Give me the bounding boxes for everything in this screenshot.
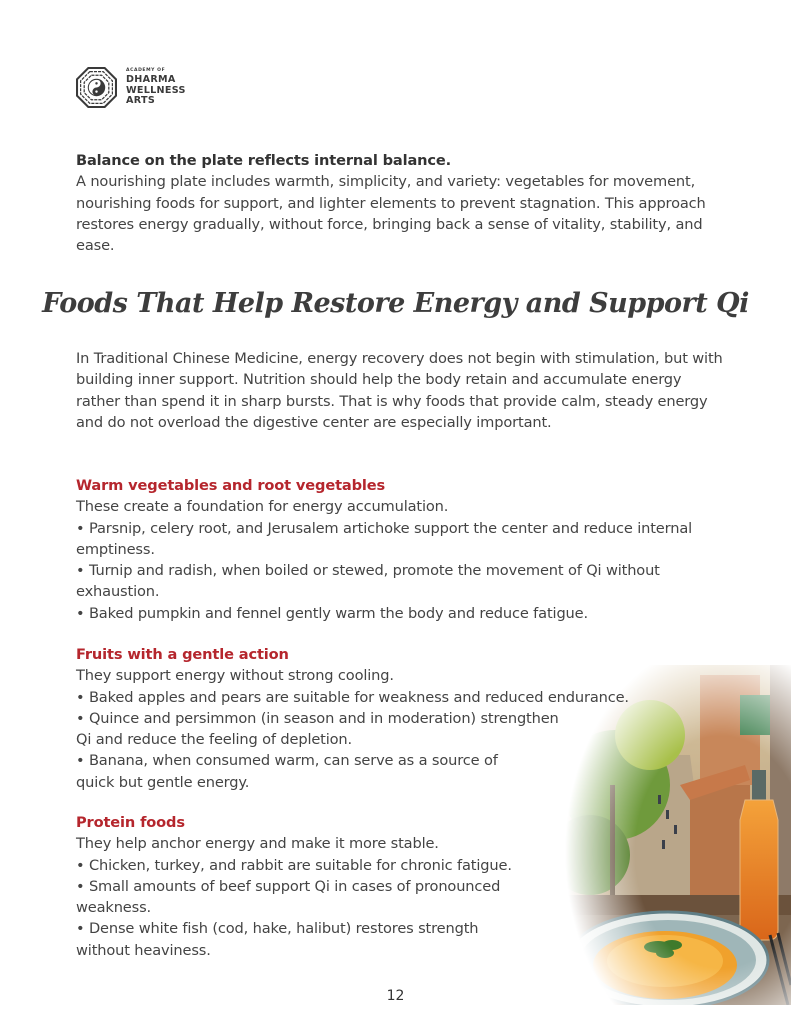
list-item: • Small amounts of beef support Qi in cases of pronounced: [76, 877, 501, 895]
logo-wordmark: [126, 69, 186, 107]
list-item: • Dense white fish (cod, hake, halibut) restores strength: [76, 920, 479, 938]
page-title: Foods That Help Restore Energy and Support Qi: [42, 288, 749, 319]
logo-line-1: DHARMA: [126, 74, 176, 85]
list-item: • Quince and persimmon (in season and in moderation) strengthen: [76, 709, 559, 727]
intro-block: [76, 150, 726, 256]
bagua-yin-yang-icon: [76, 67, 117, 108]
logo-line-3: ARTS: [126, 95, 156, 106]
list-item: • Baked pumpkin and fennel gently warm the body and reduce fatigue.: [76, 604, 588, 622]
page-number: 12: [386, 988, 405, 1004]
list-item: without heaviness.: [76, 941, 211, 959]
section-fruits: [76, 644, 696, 793]
list-item: • Parsnip, celery root, and Jerusalem artichoke support the center and reduce internal emptiness.: [76, 519, 693, 558]
list-item: Qi and reduce the feeling of depletion.: [76, 731, 353, 749]
section-intro: They help anchor energy and make it more stable.: [76, 835, 439, 853]
list-item: • Turnip and radish, when boiled or stewed, promote the movement of Qi without exhaustion.: [76, 562, 660, 601]
logo-small-text: ACADEMY OF: [126, 67, 166, 73]
academy-logo: [76, 67, 186, 108]
list-item: • Banana, when consumed warm, can serve as a source of: [76, 752, 498, 770]
list-item: • Baked apples and pears are suitable for weakness and reduced endurance.: [76, 688, 629, 706]
lead-paragraph: [76, 348, 726, 433]
section-heading: Protein foods: [76, 814, 185, 831]
section-protein: [76, 812, 556, 961]
logo-line-2: WELLNESS: [126, 84, 186, 96]
lead-text: In Traditional Chinese Medicine, energy recovery does not begin with stimulation, but with building inner support. Nutrition should help the body retain and accumulate energy rather than spend it in sharp bursts. That is why foods that provide calm, steady energy and do not overload the digestive center are especially important.: [76, 350, 723, 431]
section-heading: Warm vegetables and root vegetables: [76, 477, 386, 494]
list-item: weakness.: [76, 899, 152, 917]
intro-heading: Balance on the plate reflects internal balance.: [76, 152, 452, 169]
list-item: quick but gentle energy.: [76, 773, 250, 791]
list-item: • Chicken, turkey, and rabbit are suitable for chronic fatigue.: [76, 856, 512, 874]
section-intro: They support energy without strong cooling.: [76, 667, 394, 685]
section-intro: These create a foundation for energy accumulation.: [76, 498, 449, 516]
intro-text: A nourishing plate includes warmth, simplicity, and variety: vegetables for movement, nourishing foods for support, and lighter elements to prevent stagnation. This approach restores energy gradually, without force, bringing back a sense of vitality, stability, and ease.: [76, 173, 706, 255]
section-heading: Fruits with a gentle action: [76, 646, 289, 663]
section-warm-vegetables: [76, 475, 726, 624]
